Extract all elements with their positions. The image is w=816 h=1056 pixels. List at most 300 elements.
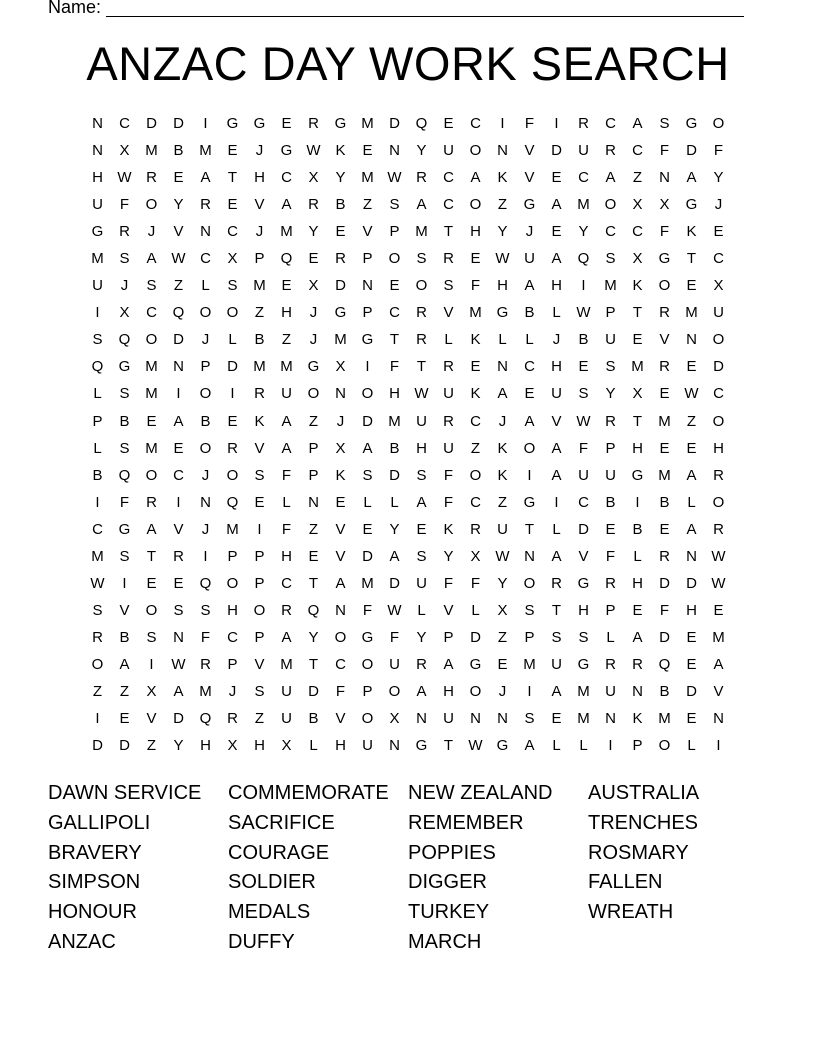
- grid-letter[interactable]: K: [254, 412, 265, 430]
- grid-letter[interactable]: L: [93, 439, 102, 457]
- grid-letter[interactable]: P: [254, 628, 265, 646]
- grid-letter[interactable]: L: [444, 331, 453, 349]
- grid-letter[interactable]: W: [468, 737, 483, 755]
- grid-letter[interactable]: G: [631, 466, 644, 484]
- grid-letter[interactable]: Z: [146, 737, 157, 755]
- grid-letter[interactable]: S: [578, 385, 589, 403]
- grid-letter[interactable]: G: [226, 115, 239, 132]
- grid-letter[interactable]: M: [685, 304, 698, 322]
- grid-letter[interactable]: P: [92, 412, 103, 430]
- grid-letter[interactable]: H: [551, 277, 562, 295]
- grid-letter[interactable]: S: [416, 547, 427, 565]
- grid-letter[interactable]: J: [336, 412, 345, 430]
- grid-letter[interactable]: O: [199, 439, 212, 457]
- grid-letter[interactable]: G: [91, 223, 104, 241]
- grid-letter[interactable]: E: [686, 277, 697, 295]
- grid-letter[interactable]: L: [471, 601, 480, 619]
- grid-letter[interactable]: C: [578, 169, 589, 187]
- grid-letter[interactable]: E: [497, 655, 508, 673]
- grid-letter[interactable]: M: [199, 682, 212, 700]
- grid-letter[interactable]: S: [416, 250, 427, 268]
- grid-letter[interactable]: U: [443, 710, 454, 728]
- grid-letter[interactable]: C: [227, 223, 238, 241]
- grid-letter[interactable]: D: [173, 710, 184, 728]
- grid-letter[interactable]: X: [119, 142, 130, 160]
- grid-letter[interactable]: Z: [92, 682, 103, 700]
- grid-letter[interactable]: O: [199, 385, 212, 403]
- grid-letter[interactable]: L: [579, 737, 588, 755]
- grid-letter[interactable]: W: [387, 169, 402, 187]
- grid-letter[interactable]: O: [469, 682, 482, 700]
- grid-letter[interactable]: A: [551, 439, 562, 457]
- grid-letter[interactable]: M: [280, 655, 293, 673]
- grid-letter[interactable]: C: [200, 250, 211, 268]
- grid-letter[interactable]: H: [335, 737, 346, 755]
- grid-letter[interactable]: E: [713, 601, 724, 619]
- grid-letter[interactable]: B: [659, 493, 670, 511]
- grid-letter[interactable]: O: [388, 682, 401, 700]
- grid-letter[interactable]: M: [145, 439, 158, 457]
- grid-letter[interactable]: K: [497, 439, 508, 457]
- grid-letter[interactable]: C: [146, 304, 157, 322]
- grid-letter[interactable]: G: [118, 358, 131, 376]
- grid-letter[interactable]: S: [578, 628, 589, 646]
- grid-letter[interactable]: D: [686, 682, 697, 700]
- grid-letter[interactable]: E: [173, 439, 184, 457]
- grid-letter[interactable]: B: [659, 682, 670, 700]
- grid-letter[interactable]: X: [308, 169, 319, 187]
- grid-letter[interactable]: L: [201, 277, 210, 295]
- grid-letter[interactable]: E: [470, 358, 481, 376]
- grid-letter[interactable]: T: [632, 412, 643, 430]
- grid-letter[interactable]: G: [118, 520, 131, 538]
- grid-letter[interactable]: K: [497, 169, 508, 187]
- grid-letter[interactable]: Y: [389, 520, 400, 538]
- grid-letter[interactable]: O: [469, 142, 482, 160]
- grid-letter[interactable]: V: [443, 601, 454, 619]
- grid-letter[interactable]: J: [147, 223, 156, 241]
- grid-letter[interactable]: Y: [335, 169, 346, 187]
- grid-letter[interactable]: G: [577, 655, 590, 673]
- grid-letter[interactable]: G: [685, 115, 698, 132]
- grid-letter[interactable]: D: [659, 574, 670, 592]
- grid-letter[interactable]: K: [497, 466, 508, 484]
- grid-letter[interactable]: F: [443, 574, 454, 592]
- grid-letter[interactable]: A: [551, 547, 562, 565]
- grid-letter[interactable]: Q: [172, 304, 185, 322]
- grid-letter[interactable]: J: [201, 331, 210, 349]
- grid-letter[interactable]: Y: [497, 574, 508, 592]
- grid-letter[interactable]: A: [416, 493, 427, 511]
- grid-letter[interactable]: P: [605, 601, 616, 619]
- grid-letter[interactable]: K: [470, 385, 481, 403]
- grid-letter[interactable]: H: [254, 737, 265, 755]
- grid-letter[interactable]: Y: [416, 628, 427, 646]
- grid-letter[interactable]: S: [254, 682, 265, 700]
- grid-letter[interactable]: P: [632, 737, 643, 755]
- grid-letter[interactable]: U: [551, 655, 562, 673]
- grid-letter[interactable]: W: [387, 601, 402, 619]
- grid-letter[interactable]: C: [227, 628, 238, 646]
- grid-letter[interactable]: R: [335, 250, 346, 268]
- grid-letter[interactable]: R: [173, 547, 184, 565]
- grid-letter[interactable]: G: [496, 304, 509, 322]
- grid-letter[interactable]: W: [495, 250, 510, 268]
- grid-letter[interactable]: U: [443, 385, 454, 403]
- grid-letter[interactable]: N: [362, 277, 373, 295]
- grid-letter[interactable]: I: [203, 547, 208, 565]
- grid-letter[interactable]: H: [281, 304, 292, 322]
- grid-letter[interactable]: E: [632, 601, 643, 619]
- grid-letter[interactable]: H: [713, 439, 724, 457]
- grid-letter[interactable]: F: [200, 628, 211, 646]
- grid-letter[interactable]: M: [469, 304, 482, 322]
- grid-letter[interactable]: I: [554, 493, 559, 511]
- grid-letter[interactable]: F: [281, 520, 292, 538]
- grid-letter[interactable]: W: [576, 412, 591, 430]
- grid-letter[interactable]: D: [119, 737, 130, 755]
- grid-letter[interactable]: A: [119, 655, 130, 673]
- grid-letter[interactable]: E: [659, 385, 670, 403]
- grid-letter[interactable]: G: [658, 250, 671, 268]
- grid-letter[interactable]: A: [416, 196, 427, 214]
- grid-letter[interactable]: V: [713, 682, 724, 700]
- grid-letter[interactable]: N: [470, 710, 481, 728]
- grid-letter[interactable]: L: [417, 601, 426, 619]
- grid-letter[interactable]: H: [632, 574, 643, 592]
- grid-letter[interactable]: U: [281, 385, 292, 403]
- grid-letter[interactable]: U: [578, 142, 589, 160]
- grid-letter[interactable]: S: [92, 331, 103, 349]
- grid-letter[interactable]: R: [551, 574, 562, 592]
- grid-letter[interactable]: P: [605, 304, 616, 322]
- grid-letter[interactable]: W: [495, 547, 510, 565]
- grid-letter[interactable]: O: [145, 331, 158, 349]
- grid-letter[interactable]: B: [119, 628, 130, 646]
- grid-letter[interactable]: P: [227, 655, 238, 673]
- grid-letter[interactable]: C: [632, 223, 643, 241]
- grid-letter[interactable]: E: [659, 439, 670, 457]
- grid-letter[interactable]: Y: [497, 223, 508, 241]
- grid-letter[interactable]: S: [119, 250, 130, 268]
- grid-letter[interactable]: F: [659, 223, 670, 241]
- grid-letter[interactable]: L: [687, 493, 696, 511]
- grid-letter[interactable]: X: [335, 439, 346, 457]
- grid-letter[interactable]: N: [497, 710, 508, 728]
- grid-letter[interactable]: L: [93, 385, 102, 403]
- grid-letter[interactable]: P: [362, 304, 373, 322]
- grid-letter[interactable]: O: [334, 628, 347, 646]
- grid-letter[interactable]: J: [525, 223, 534, 241]
- grid-letter[interactable]: M: [361, 169, 374, 187]
- grid-letter[interactable]: A: [686, 169, 697, 187]
- grid-letter[interactable]: I: [554, 115, 559, 132]
- grid-letter[interactable]: F: [578, 439, 589, 457]
- grid-letter[interactable]: F: [443, 466, 454, 484]
- grid-letter[interactable]: C: [443, 169, 454, 187]
- grid-letter[interactable]: B: [335, 196, 346, 214]
- grid-letter[interactable]: Z: [497, 628, 508, 646]
- grid-letter[interactable]: D: [146, 115, 157, 132]
- grid-letter[interactable]: B: [92, 466, 103, 484]
- grid-letter[interactable]: J: [498, 682, 507, 700]
- grid-letter[interactable]: M: [658, 710, 671, 728]
- grid-letter[interactable]: B: [254, 331, 265, 349]
- grid-letter[interactable]: P: [443, 628, 454, 646]
- grid-letter[interactable]: R: [308, 115, 319, 132]
- grid-letter[interactable]: J: [255, 223, 264, 241]
- grid-letter[interactable]: B: [200, 412, 211, 430]
- grid-letter[interactable]: G: [307, 358, 320, 376]
- grid-letter[interactable]: T: [308, 574, 319, 592]
- grid-letter[interactable]: N: [173, 628, 184, 646]
- grid-letter[interactable]: U: [497, 520, 508, 538]
- grid-letter[interactable]: S: [227, 277, 238, 295]
- grid-letter[interactable]: T: [416, 358, 427, 376]
- grid-letter[interactable]: G: [361, 628, 374, 646]
- grid-letter[interactable]: N: [497, 358, 508, 376]
- grid-letter[interactable]: S: [254, 466, 265, 484]
- grid-letter[interactable]: O: [658, 277, 671, 295]
- grid-letter[interactable]: J: [201, 520, 210, 538]
- grid-letter[interactable]: R: [416, 169, 427, 187]
- grid-letter[interactable]: H: [281, 547, 292, 565]
- grid-letter[interactable]: W: [306, 142, 321, 160]
- grid-letter[interactable]: I: [500, 115, 505, 132]
- grid-letter[interactable]: P: [308, 466, 319, 484]
- grid-letter[interactable]: V: [173, 223, 184, 241]
- grid-letter[interactable]: J: [309, 304, 318, 322]
- grid-letter[interactable]: N: [335, 385, 346, 403]
- grid-letter[interactable]: G: [469, 655, 482, 673]
- grid-letter[interactable]: V: [146, 710, 157, 728]
- grid-letter[interactable]: A: [281, 412, 292, 430]
- grid-letter[interactable]: G: [523, 493, 536, 511]
- grid-letter[interactable]: X: [632, 250, 643, 268]
- grid-letter[interactable]: U: [524, 250, 535, 268]
- grid-letter[interactable]: I: [122, 574, 127, 592]
- grid-letter[interactable]: Q: [199, 710, 212, 728]
- grid-letter[interactable]: S: [443, 277, 454, 295]
- grid-letter[interactable]: P: [605, 439, 616, 457]
- grid-letter[interactable]: Z: [119, 682, 130, 700]
- grid-letter[interactable]: C: [524, 358, 535, 376]
- grid-letter[interactable]: R: [632, 655, 643, 673]
- grid-letter[interactable]: U: [443, 439, 454, 457]
- grid-letter[interactable]: A: [551, 196, 562, 214]
- grid-letter[interactable]: Y: [173, 737, 184, 755]
- grid-letter[interactable]: J: [120, 277, 129, 295]
- grid-letter[interactable]: E: [416, 520, 427, 538]
- grid-letter[interactable]: A: [173, 412, 184, 430]
- grid-letter[interactable]: P: [254, 250, 265, 268]
- grid-letter[interactable]: D: [389, 574, 400, 592]
- grid-letter[interactable]: A: [686, 466, 697, 484]
- grid-letter[interactable]: Y: [713, 169, 724, 187]
- grid-letter[interactable]: S: [605, 250, 616, 268]
- grid-letter[interactable]: S: [146, 628, 157, 646]
- grid-letter[interactable]: I: [608, 737, 613, 755]
- grid-letter[interactable]: S: [92, 601, 103, 619]
- grid-letter[interactable]: M: [145, 385, 158, 403]
- grid-letter[interactable]: M: [658, 466, 671, 484]
- grid-letter[interactable]: S: [659, 115, 670, 132]
- grid-letter[interactable]: V: [254, 196, 265, 214]
- grid-letter[interactable]: M: [577, 682, 590, 700]
- grid-letter[interactable]: A: [335, 574, 346, 592]
- grid-letter[interactable]: A: [281, 196, 292, 214]
- grid-letter[interactable]: E: [686, 655, 697, 673]
- grid-letter[interactable]: I: [257, 520, 262, 538]
- grid-letter[interactable]: M: [334, 331, 347, 349]
- grid-letter[interactable]: E: [632, 331, 643, 349]
- grid-letter[interactable]: I: [95, 710, 100, 728]
- grid-letter[interactable]: K: [335, 142, 346, 160]
- grid-letter[interactable]: M: [91, 250, 104, 268]
- grid-letter[interactable]: P: [227, 547, 238, 565]
- grid-letter[interactable]: G: [685, 196, 698, 214]
- grid-letter[interactable]: T: [524, 520, 535, 538]
- grid-letter[interactable]: I: [581, 277, 586, 295]
- grid-letter[interactable]: C: [119, 115, 130, 132]
- grid-letter[interactable]: R: [146, 493, 157, 511]
- grid-letter[interactable]: X: [227, 737, 238, 755]
- grid-letter[interactable]: N: [200, 493, 211, 511]
- grid-letter[interactable]: O: [226, 304, 239, 322]
- grid-letter[interactable]: E: [659, 520, 670, 538]
- grid-letter[interactable]: E: [146, 574, 157, 592]
- grid-letter[interactable]: N: [308, 493, 319, 511]
- grid-letter[interactable]: E: [524, 385, 535, 403]
- grid-letter[interactable]: E: [227, 142, 238, 160]
- grid-letter[interactable]: U: [362, 737, 373, 755]
- grid-letter[interactable]: D: [578, 520, 589, 538]
- grid-letter[interactable]: A: [605, 169, 616, 187]
- grid-letter[interactable]: E: [686, 439, 697, 457]
- grid-letter[interactable]: H: [632, 439, 643, 457]
- grid-letter[interactable]: D: [308, 682, 319, 700]
- grid-letter[interactable]: G: [253, 115, 266, 132]
- grid-letter[interactable]: X: [335, 358, 346, 376]
- grid-letter[interactable]: D: [686, 142, 697, 160]
- grid-letter[interactable]: R: [713, 466, 724, 484]
- grid-letter[interactable]: L: [390, 493, 399, 511]
- grid-letter[interactable]: L: [633, 547, 642, 565]
- grid-letter[interactable]: I: [203, 115, 208, 132]
- grid-letter[interactable]: X: [308, 277, 319, 295]
- grid-letter[interactable]: Z: [632, 169, 643, 187]
- grid-letter[interactable]: E: [227, 412, 238, 430]
- grid-letter[interactable]: N: [713, 710, 724, 728]
- grid-letter[interactable]: R: [659, 304, 670, 322]
- grid-letter[interactable]: H: [416, 439, 427, 457]
- grid-letter[interactable]: S: [119, 385, 130, 403]
- grid-letter[interactable]: F: [443, 493, 454, 511]
- grid-letter[interactable]: A: [524, 737, 535, 755]
- grid-letter[interactable]: A: [200, 169, 211, 187]
- grid-letter[interactable]: L: [282, 493, 291, 511]
- grid-letter[interactable]: C: [335, 655, 346, 673]
- grid-letter[interactable]: H: [227, 601, 238, 619]
- grid-letter[interactable]: N: [416, 710, 427, 728]
- grid-letter[interactable]: O: [361, 655, 374, 673]
- grid-letter[interactable]: L: [525, 331, 534, 349]
- grid-letter[interactable]: Q: [118, 466, 131, 484]
- grid-letter[interactable]: J: [498, 412, 507, 430]
- grid-letter[interactable]: I: [527, 682, 532, 700]
- grid-letter[interactable]: Z: [362, 196, 373, 214]
- grid-letter[interactable]: F: [119, 196, 130, 214]
- grid-letter[interactable]: P: [254, 547, 265, 565]
- name-underline[interactable]: [106, 0, 744, 17]
- grid-letter[interactable]: E: [227, 196, 238, 214]
- grid-letter[interactable]: M: [577, 710, 590, 728]
- grid-letter[interactable]: O: [388, 250, 401, 268]
- grid-letter[interactable]: Z: [254, 304, 265, 322]
- grid-letter[interactable]: O: [145, 466, 158, 484]
- grid-letter[interactable]: I: [95, 304, 100, 322]
- grid-letter[interactable]: U: [551, 385, 562, 403]
- grid-letter[interactable]: R: [443, 412, 454, 430]
- grid-letter[interactable]: V: [443, 304, 454, 322]
- grid-letter[interactable]: V: [254, 439, 265, 457]
- grid-letter[interactable]: F: [605, 547, 616, 565]
- grid-letter[interactable]: E: [713, 223, 724, 241]
- grid-letter[interactable]: C: [281, 574, 292, 592]
- grid-letter[interactable]: R: [470, 520, 481, 538]
- grid-letter[interactable]: R: [308, 196, 319, 214]
- grid-letter[interactable]: M: [712, 628, 725, 646]
- grid-letter[interactable]: W: [90, 574, 105, 592]
- grid-letter[interactable]: N: [497, 142, 508, 160]
- grid-letter[interactable]: L: [363, 493, 372, 511]
- grid-letter[interactable]: E: [119, 710, 130, 728]
- grid-letter[interactable]: V: [335, 710, 346, 728]
- grid-letter[interactable]: X: [632, 196, 643, 214]
- grid-letter[interactable]: Z: [497, 493, 508, 511]
- grid-letter[interactable]: U: [416, 412, 427, 430]
- grid-letter[interactable]: W: [711, 574, 726, 592]
- grid-letter[interactable]: Z: [173, 277, 184, 295]
- grid-letter[interactable]: P: [254, 574, 265, 592]
- grid-letter[interactable]: O: [469, 196, 482, 214]
- grid-letter[interactable]: E: [551, 710, 562, 728]
- grid-letter[interactable]: X: [497, 601, 508, 619]
- grid-letter[interactable]: N: [389, 737, 400, 755]
- grid-letter[interactable]: R: [605, 412, 616, 430]
- grid-letter[interactable]: J: [201, 466, 210, 484]
- grid-letter[interactable]: W: [171, 250, 186, 268]
- grid-letter[interactable]: A: [632, 115, 643, 132]
- grid-letter[interactable]: T: [308, 655, 319, 673]
- grid-letter[interactable]: Q: [415, 115, 428, 132]
- grid-letter[interactable]: B: [308, 710, 319, 728]
- grid-letter[interactable]: J: [309, 331, 318, 349]
- grid-letter[interactable]: G: [496, 737, 509, 755]
- grid-letter[interactable]: V: [254, 655, 265, 673]
- grid-letter[interactable]: E: [470, 250, 481, 268]
- grid-letter[interactable]: K: [632, 277, 643, 295]
- grid-letter[interactable]: I: [230, 385, 235, 403]
- grid-letter[interactable]: X: [713, 277, 724, 295]
- grid-letter[interactable]: V: [335, 520, 346, 538]
- grid-letter[interactable]: V: [362, 223, 373, 241]
- grid-letter[interactable]: N: [200, 223, 211, 241]
- grid-letter[interactable]: B: [524, 304, 535, 322]
- grid-letter[interactable]: R: [659, 547, 670, 565]
- grid-letter[interactable]: U: [281, 710, 292, 728]
- grid-letter[interactable]: N: [632, 682, 643, 700]
